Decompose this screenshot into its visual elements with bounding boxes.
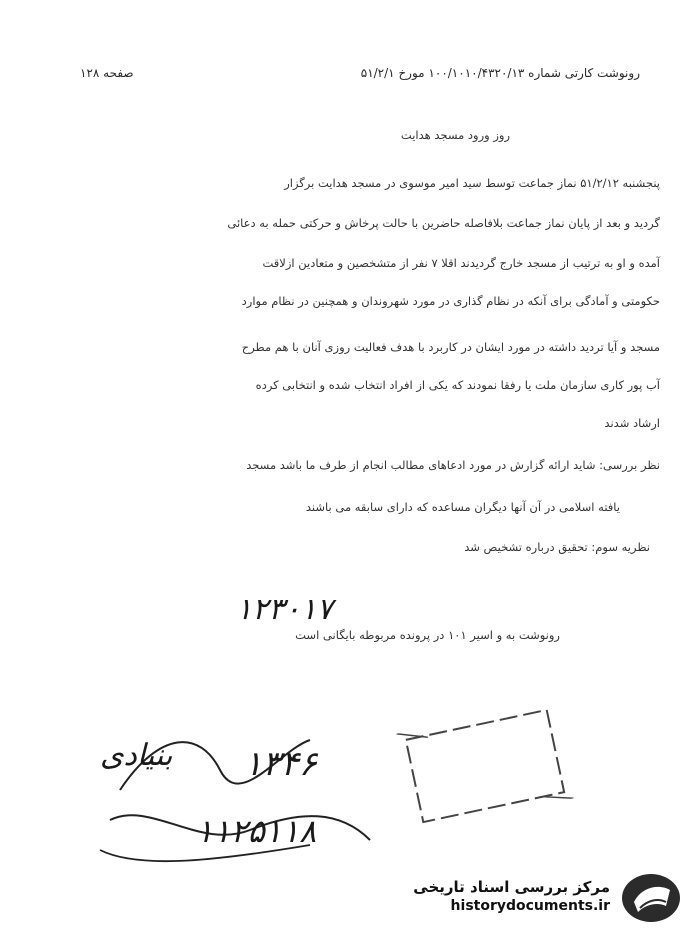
body-line-5: مسجد و آیا تردید داشته در مورد ایشان در کاربرد با هدف فعالیت روزی آنان با هم مطرح [241, 340, 660, 354]
body-line-10: نظریه سوم: تحقیق درباره تشخیص شد [464, 540, 650, 554]
document-closing: رونوشت به و اسیر ۱۰۱ در پرونده مربوطه بایگانی است [295, 628, 560, 642]
body-line-9: یافته اسلامی در آن آنها دیگران مساعده که دارای سابقه می باشند [305, 500, 620, 514]
body-line-3: آمده و او به ترتیب از مسجد خارج گردیدند اقلا ۷ نفر از متشخصین و متعادین ازلاقت [262, 256, 660, 270]
header-page-number: صفحه ۱۲۸ [80, 66, 134, 80]
body-line-8: نظر بررسی: شاید ارائه گزارش در مورد ادعاهای مطالب انجام از طرف ما باشد مسجد [246, 458, 660, 472]
signature-bottom-number: ۱۱۲۵۱۱۸ [196, 812, 317, 850]
watermark-url: historydocuments.ir [450, 898, 610, 914]
document-header [80, 66, 640, 80]
watermark-title: مرکز بررسی اسناد تاریخی [413, 878, 610, 896]
body-line-6: آب پور کاری سازمان ملت یا رفقا نمودند که یکی از افراد انتخاب شده و انتخابی کرده [255, 378, 660, 392]
archive-logo-icon [620, 872, 682, 924]
watermark-logo [405, 868, 690, 926]
signature-date: ۱۳۴۶ [244, 744, 318, 784]
body-line-7: ارشاد شدند [604, 416, 660, 430]
body-line-2: گردید و بعد از پایان نماز جماعت بلافاصله حاضرین با حالت پرخاش و حرکتی حمله به دعائی [227, 216, 660, 230]
document-greeting: روز ورود مسجد هدایت [400, 128, 510, 142]
stamp-outline [396, 700, 573, 831]
handwritten-number: ۱۲۳۰۱۷ [236, 592, 333, 627]
body-line-1: پنجشنبه ۵۱/۲/۱۲ نماز جماعت توسط سید امیر موسوی در مسجد هدایت برگزار [284, 176, 660, 190]
header-reference: رونوشت کارتی شماره ۱۰۰/۱۰۱۰/۴۳۲۰/۱۳ مورخ ۵۱/۲/۱ [360, 66, 640, 80]
body-line-4: حکومتی و آمادگی برای آنکه در نظام گذاری در مورد شهروندان و همچنین در نظام موارد [241, 294, 660, 308]
signature-name: بنیادی [100, 738, 173, 773]
